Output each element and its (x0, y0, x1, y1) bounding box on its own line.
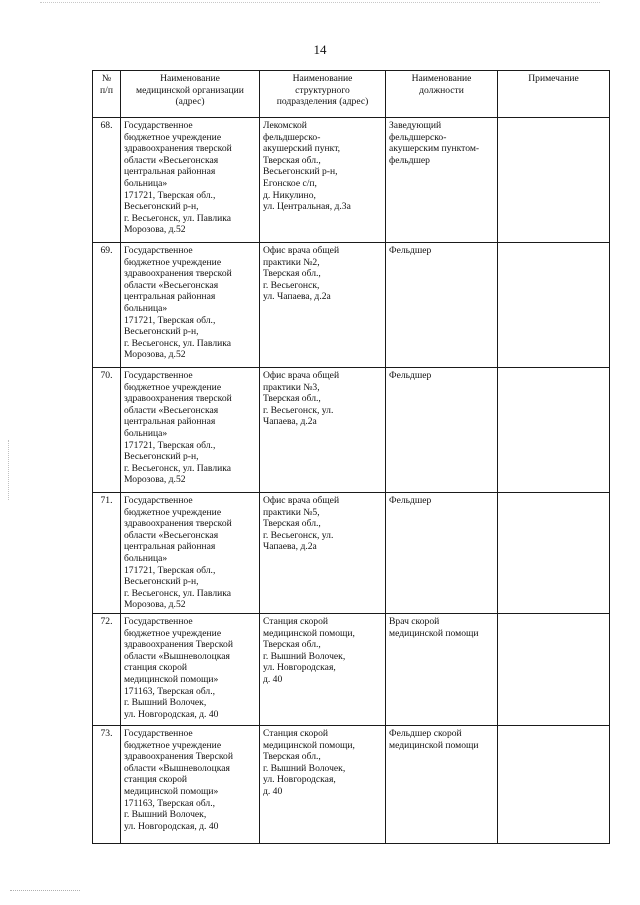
organization-cell (121, 118, 260, 243)
cell-line: Тверская обл., (263, 154, 321, 166)
cell-line: Станция скорой (263, 615, 329, 627)
header-organization (121, 71, 260, 118)
positions-table (92, 70, 610, 844)
position-cell (386, 118, 498, 243)
cell-line: Весьегонский р-н, (124, 201, 199, 213)
cell-line: ул. Чапаева, д.2а (263, 291, 331, 303)
cell-line: Весьегонский р-н, (263, 166, 338, 178)
cell-line: Государственное (124, 370, 193, 381)
cell-line: Морозова, д.52 (124, 599, 186, 611)
cell-line: 171721, Тверская обл., (124, 564, 216, 576)
cell-line: бюджетное учреждение (124, 256, 222, 268)
position-cell (386, 243, 498, 368)
division-cell (260, 493, 386, 614)
cell-line: д. 40 (263, 785, 283, 797)
cell-line: здравоохранения Тверской (124, 639, 233, 651)
row-number: 68. (93, 118, 121, 243)
table-row (93, 243, 610, 368)
cell-line: Фельдшер (389, 495, 432, 506)
cell-line: медицинской помощи» (124, 785, 219, 797)
cell-line: Егонское с/п, (263, 177, 317, 189)
cell-line: центральная районная (124, 541, 216, 553)
division-cell (260, 368, 386, 493)
note-cell (498, 493, 610, 614)
cell-line: подразделения (адрес) (276, 96, 369, 108)
cell-line: ул. Новгородская, д. 40 (124, 708, 219, 720)
cell-line: центральная районная (124, 291, 216, 303)
cell-line: Морозова, д.52 (124, 349, 186, 361)
cell-line: центральная районная (124, 166, 216, 178)
cell-line: здравоохранения тверской (124, 393, 232, 405)
cell-line: больница» (124, 302, 168, 314)
cell-line: г. Весьегонск, ул. Павлика (124, 337, 232, 349)
scan-artifact-left-edge (8, 440, 9, 500)
row-number: 71. (93, 493, 121, 614)
cell-line: 171163, Тверская обл., (124, 685, 215, 697)
cell-line: г. Весьегонск, ул. Павлика (124, 587, 232, 599)
cell-line: г. Вышний Волочек, (124, 809, 207, 821)
row-number: 69. (93, 243, 121, 368)
cell-line: г. Вышний Волочек, (124, 697, 207, 709)
table-header-row (93, 71, 610, 118)
cell-line: медицинской помощи, (263, 739, 355, 751)
cell-line: структурного (295, 84, 350, 96)
note-cell (498, 243, 610, 368)
table-row (93, 493, 610, 614)
table-row (93, 725, 610, 843)
cell-line: Заведующий (389, 120, 442, 131)
cell-line: 171721, Тверская обл., (124, 439, 216, 451)
table-row (93, 118, 610, 243)
division-cell (260, 118, 386, 243)
note-cell (498, 613, 610, 725)
cell-line: Морозова, д.52 (124, 474, 186, 486)
cell-line: Государственное (124, 727, 193, 739)
cell-line: практики №5, (263, 506, 320, 518)
position-cell (386, 368, 498, 493)
cell-line: Наименование (411, 73, 472, 84)
cell-line: Государственное (124, 495, 193, 506)
cell-line: области «Вышневолоцкая (124, 762, 230, 774)
row-number: 72. (93, 613, 121, 725)
cell-line: больница» (124, 177, 168, 189)
cell-line: г. Вышний Волочек, (263, 650, 346, 662)
cell-line: области «Весьегонская (124, 529, 219, 541)
position-cell (386, 725, 498, 843)
cell-line: станция скорой (124, 662, 187, 674)
cell-line: ул. Новгородская, (263, 774, 336, 786)
cell-line: Государственное (124, 245, 193, 256)
division-cell (260, 725, 386, 843)
cell-line: медицинской помощи, (263, 627, 355, 639)
cell-line: Фельдшер (389, 245, 432, 256)
cell-line: Тверская обл., (263, 518, 321, 530)
table-body (93, 118, 610, 844)
cell-line: г. Весьегонск, (263, 279, 320, 291)
cell-line: области «Весьегонская (124, 154, 219, 166)
cell-line: Весьегонский р-н, (124, 326, 199, 338)
note-cell (498, 725, 610, 843)
cell-line: Весьегонский р-н, (124, 576, 199, 588)
cell-line: г. Весьегонск, ул. (263, 529, 334, 541)
header-position (386, 71, 498, 118)
cell-line: Фельдшер (389, 370, 432, 381)
cell-line: г. Весьегонск, ул. Павлика (124, 462, 232, 474)
position-cell (386, 613, 498, 725)
cell-line: медицинской помощи (389, 627, 479, 639)
header-note (498, 71, 610, 118)
cell-line: области «Вышневолоцкая (124, 650, 230, 662)
cell-line: Тверская обл., (263, 639, 321, 651)
cell-line: центральная районная (124, 416, 216, 428)
cell-line: г. Весьегонск, ул. Павлика (124, 212, 232, 224)
cell-line: Врач скорой (389, 615, 440, 627)
cell-line: области «Весьегонская (124, 404, 219, 416)
cell-line: здравоохранения тверской (124, 268, 232, 280)
cell-line: практики №2, (263, 256, 320, 268)
cell-line: Тверская обл., (263, 393, 321, 405)
note-cell (498, 368, 610, 493)
table-row (93, 613, 610, 725)
cell-line: здравоохранения тверской (124, 518, 232, 530)
cell-line: Государственное (124, 615, 193, 627)
cell-line: здравоохранения тверской (124, 143, 232, 155)
cell-line: бюджетное учреждение (124, 739, 222, 751)
cell-line: здравоохранения Тверской (124, 751, 233, 763)
organization-cell (121, 368, 260, 493)
cell-line: (адрес) (175, 96, 205, 108)
cell-line: Офис врача общей (263, 495, 340, 506)
cell-line: Примечание (528, 73, 579, 84)
cell-line: Фельдшер скорой (389, 727, 462, 739)
cell-line: бюджетное учреждение (124, 627, 222, 639)
organization-cell (121, 725, 260, 843)
page-number: 14 (313, 42, 327, 57)
scan-artifact-top-edge (40, 2, 600, 3)
cell-line: медицинской организации (136, 84, 244, 96)
cell-line: акушерским пунктом- (389, 143, 480, 155)
table-row (93, 368, 610, 493)
cell-line: Наименование (160, 73, 220, 84)
position-cell (386, 493, 498, 614)
organization-cell (121, 613, 260, 725)
cell-line: Чапаева, д.2а (263, 541, 317, 553)
cell-line: области «Весьегонская (124, 279, 219, 291)
cell-line: 171721, Тверская обл., (124, 189, 216, 201)
cell-line: № (101, 73, 112, 84)
cell-line: больница» (124, 552, 168, 564)
cell-line: Чапаева, д.2а (263, 416, 317, 428)
cell-line: д. 40 (263, 673, 283, 685)
cell-line: бюджетное учреждение (124, 506, 222, 518)
note-cell (498, 118, 610, 243)
cell-line: акушерский пункт, (263, 143, 341, 155)
header-num (93, 71, 121, 118)
cell-line: Наименование (292, 73, 353, 84)
organization-cell (121, 493, 260, 614)
cell-line: Государственное (124, 120, 193, 131)
cell-line: Морозова, д.52 (124, 224, 186, 236)
cell-line: фельдшерско- (263, 131, 321, 143)
organization-cell (121, 243, 260, 368)
cell-line: Лекомской (263, 120, 307, 131)
cell-line: г. Весьегонск, ул. (263, 404, 334, 416)
row-number: 73. (93, 725, 121, 843)
cell-line: фельдшерско- (389, 131, 447, 143)
cell-line: Станция скорой (263, 727, 329, 739)
cell-line: г. Вышний Волочек, (263, 762, 346, 774)
cell-line: 171163, Тверская обл., (124, 797, 215, 809)
cell-line: Весьегонский р-н, (124, 451, 199, 463)
cell-line: п/п (100, 84, 113, 96)
cell-line: медицинской помощи (389, 739, 479, 751)
cell-line: 171721, Тверская обл., (124, 314, 216, 326)
cell-line: Тверская обл., (263, 268, 321, 280)
cell-line: практики №3, (263, 381, 320, 393)
cell-line: бюджетное учреждение (124, 381, 222, 393)
cell-line: больница» (124, 427, 168, 439)
scan-artifact-bottom-edge (10, 890, 80, 891)
division-cell (260, 243, 386, 368)
cell-line: Офис врача общей (263, 245, 340, 256)
cell-line: д. Никулино, (263, 189, 316, 201)
header-division (260, 71, 386, 118)
cell-line: ул. Центральная, д.3а (263, 201, 351, 213)
cell-line: Тверская обл., (263, 751, 321, 763)
cell-line: станция скорой (124, 774, 187, 786)
row-number: 70. (93, 368, 121, 493)
cell-line: должности (419, 84, 464, 96)
cell-line: бюджетное учреждение (124, 131, 222, 143)
cell-line: медицинской помощи» (124, 673, 219, 685)
cell-line: Офис врача общей (263, 370, 340, 381)
division-cell (260, 613, 386, 725)
cell-line: фельдшер (389, 154, 430, 166)
cell-line: ул. Новгородская, д. 40 (124, 820, 219, 832)
cell-line: ул. Новгородская, (263, 662, 336, 674)
